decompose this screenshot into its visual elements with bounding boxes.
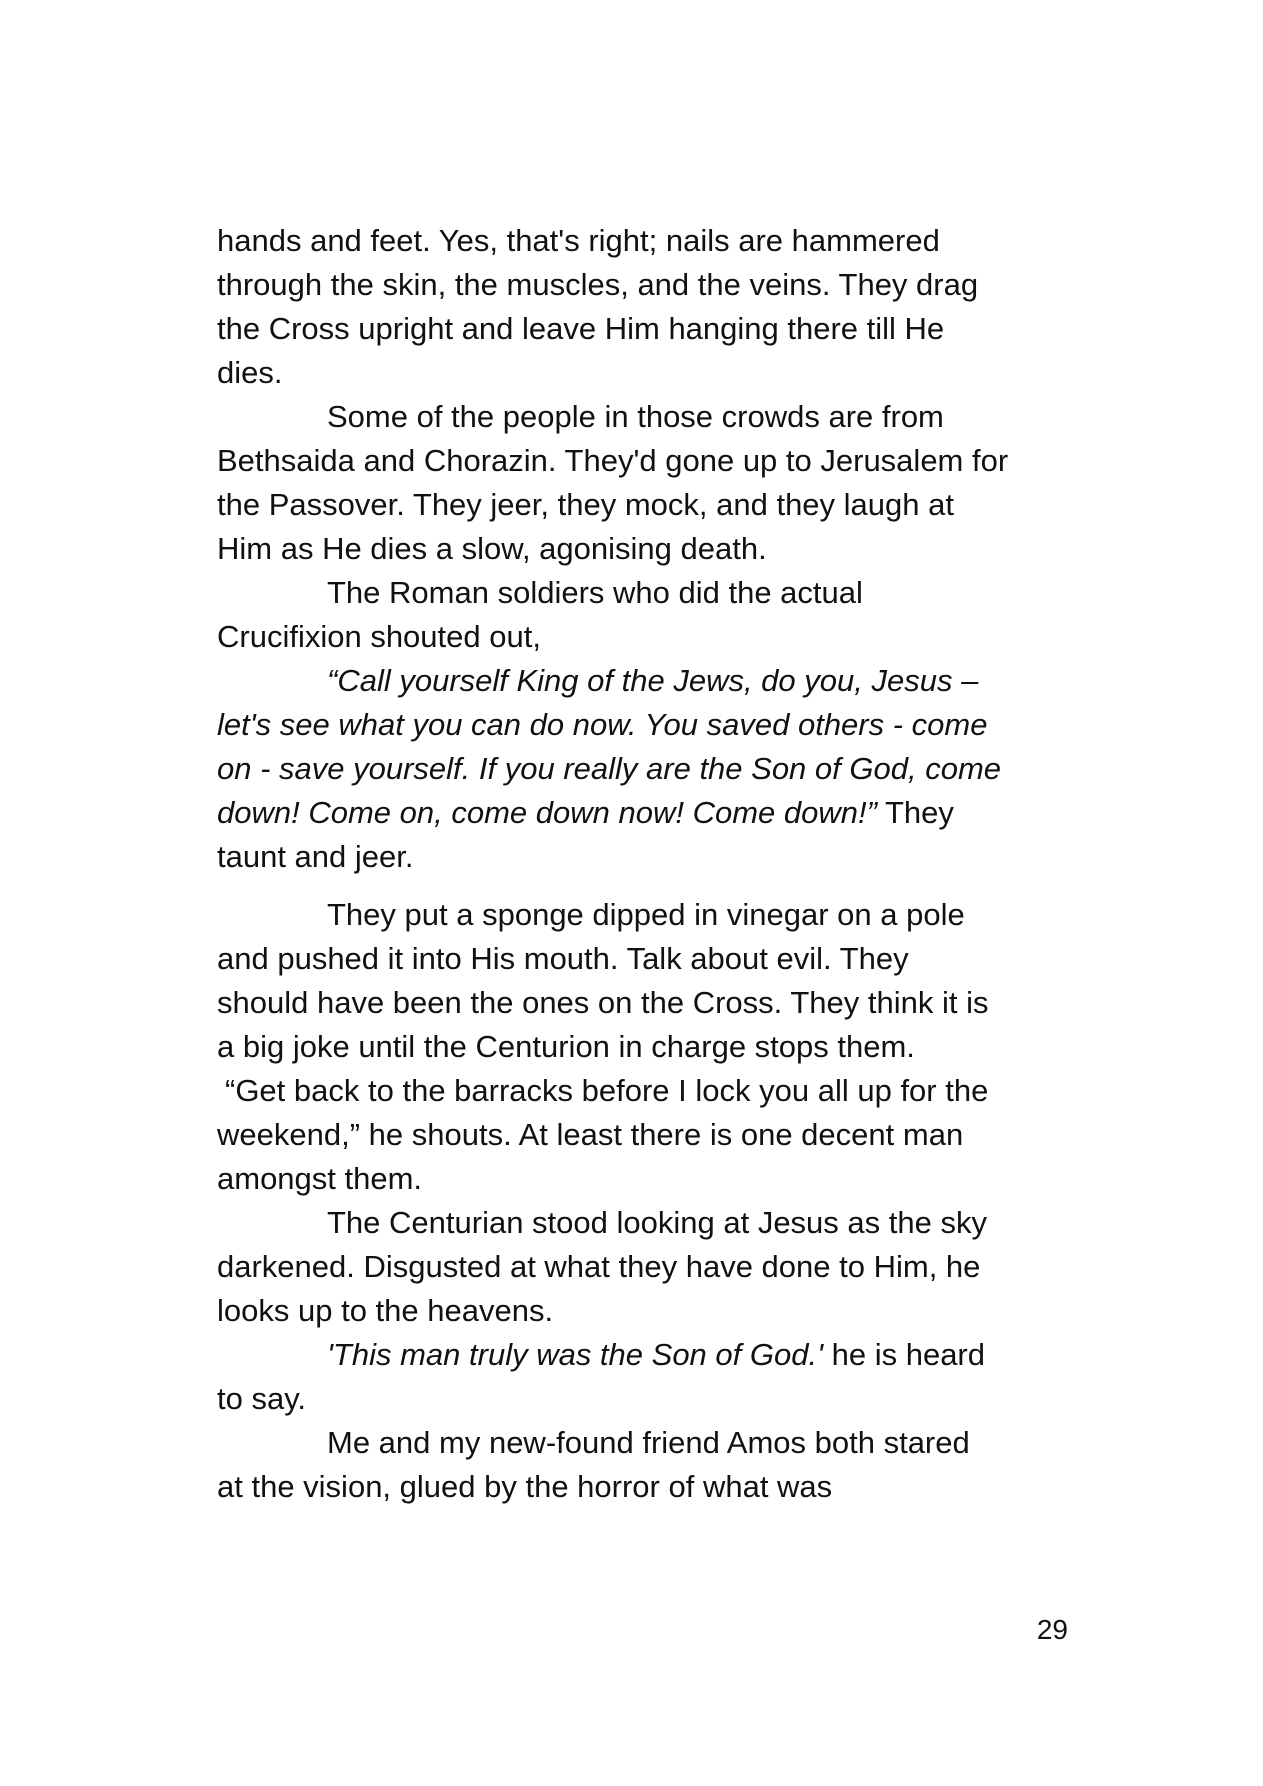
italic-quote: down! Come on, come down now! Come down!”	[217, 795, 877, 830]
text-line: Bethsaida and Chorazin. They'd gone up to Jerusalem for	[217, 443, 1009, 478]
text-line: Him as He dies a slow, agonising death.	[217, 531, 767, 566]
text-line: weekend,” he shouts. At least there is one decent man	[217, 1117, 964, 1152]
italic-quote: let's see what you can do now. You saved others - come	[217, 707, 988, 742]
page-body-text	[217, 219, 1057, 1509]
paragraph-gap	[217, 879, 1057, 893]
text-line: should have been the ones on the Cross. They think it is	[217, 985, 989, 1020]
quote-line	[217, 703, 1057, 747]
text-line: dies.	[217, 355, 283, 390]
text-line: a big joke until the Centurion in charge stops them.	[217, 1029, 915, 1064]
text-line: They put a sponge dipped in vinegar on a pole	[327, 897, 965, 932]
italic-quote: on - save yourself. If you really are the Son of God, come	[217, 751, 1002, 786]
text-line: amongst them.	[217, 1161, 423, 1196]
quote-line	[217, 659, 1057, 703]
text-line: the Passover. They jeer, they mock, and they laugh at	[217, 487, 954, 522]
page-number: 29	[1036, 1614, 1068, 1645]
text-line: darkened. Disgusted at what they have done to Him, he	[217, 1249, 981, 1284]
text-line: The Roman soldiers who did the actual	[327, 575, 863, 610]
text-line: and pushed it into His mouth. Talk about evil. They	[217, 941, 909, 976]
text-line: taunt and jeer.	[217, 839, 414, 874]
quote-line	[217, 747, 1057, 791]
quote-line	[217, 1333, 1057, 1377]
italic-quote: “Call yourself King of the Jews, do you, Jesus –	[327, 663, 979, 698]
quote-trailing-text: he is heard	[823, 1337, 985, 1372]
italic-quote: 'This man truly was the Son of God.'	[327, 1337, 823, 1372]
text-line: the Cross upright and leave Him hanging there till He	[217, 311, 945, 346]
text-line: hands and feet. Yes, that's right; nails are hammered	[217, 223, 940, 258]
text-line: Crucifixion shouted out,	[217, 619, 541, 654]
quote-line	[217, 791, 1057, 835]
text-line: Some of the people in those crowds are from	[327, 399, 944, 434]
text-line: Me and my new-found friend Amos both stared	[327, 1425, 970, 1460]
text-line: The Centurian stood looking at Jesus as the sky	[327, 1205, 987, 1240]
text-line: looks up to the heavens.	[217, 1293, 554, 1328]
text-line: through the skin, the muscles, and the veins. They drag	[217, 267, 979, 302]
text-line: at the vision, glued by the horror of what was	[217, 1469, 833, 1504]
quote-trailing-text: They	[876, 795, 954, 830]
text-line: to say.	[217, 1381, 307, 1416]
text-line: “Get back to the barracks before I lock you all up for the	[225, 1073, 989, 1108]
